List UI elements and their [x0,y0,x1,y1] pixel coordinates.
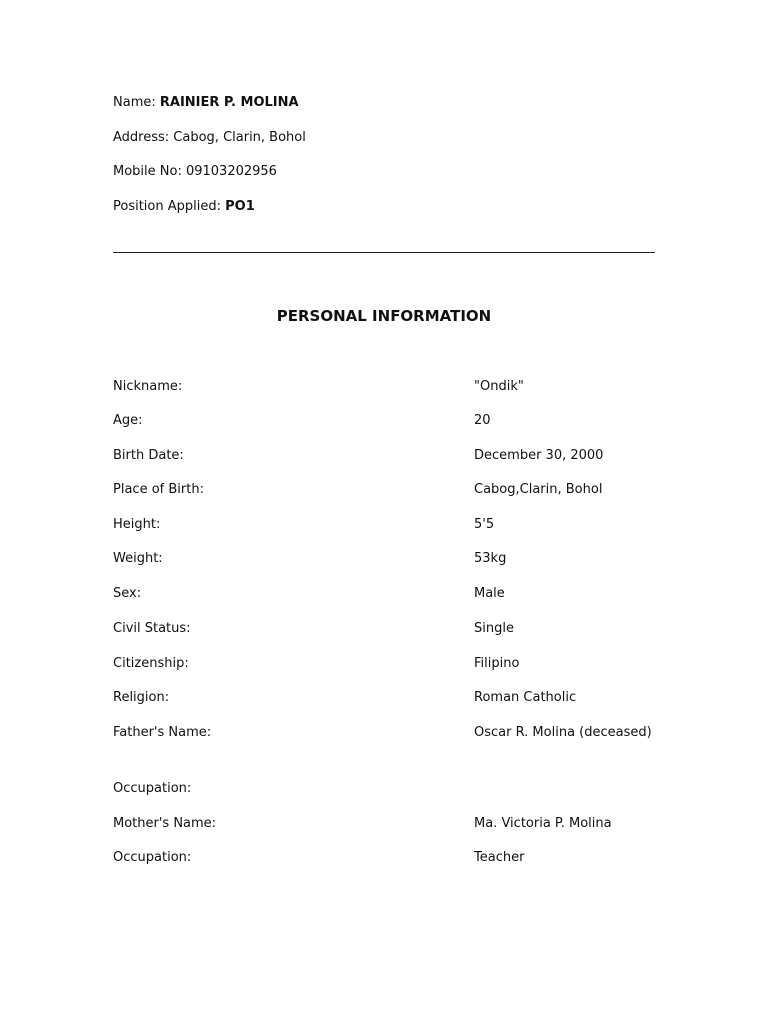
address-value: Cabog, Clarin, Bohol [173,130,306,145]
place-of-birth-label: Place of Birth: [113,482,204,497]
address-label: Address: [113,130,174,145]
religion-value: Roman Catholic [474,690,577,705]
weight-label: Weight: [113,551,163,566]
name-line [113,95,299,111]
nickname-label: Nickname: [113,379,183,394]
position-line [113,199,255,215]
mother-occupation-value: Teacher [474,850,525,865]
weight-value: 53kg [474,551,507,566]
religion-label: Religion: [113,690,170,705]
age-label: Age: [113,413,143,428]
civil-status-label: Civil Status: [113,621,191,636]
mobile-value: 09103202956 [185,164,277,179]
sex-label: Sex: [113,586,142,601]
horizontal-divider [113,252,655,253]
height-label: Height: [113,517,161,532]
citizenship-value: Filipino [474,656,520,671]
fathers-name-label: Father's Name: [113,725,212,740]
father-occupation-label: Occupation: [113,781,192,796]
nickname-value: "Ondik" [474,379,524,394]
age-value: 20 [474,413,491,428]
name-value: RAINIER P. MOLINA [159,95,299,110]
section-title: PERSONAL INFORMATION [276,307,492,325]
civil-status-value: Single [474,621,514,636]
citizenship-label: Citizenship: [113,656,189,671]
position-value: PO1 [225,199,255,214]
name-label: Name: [113,95,160,110]
mobile-line [113,164,277,180]
position-label: Position Applied: [113,199,226,214]
mothers-name-value: Ma. Victoria P. Molina [474,816,612,831]
birth-date-label: Birth Date: [113,448,184,463]
place-of-birth-value: Cabog,Clarin, Bohol [474,482,603,497]
sex-value: Male [474,586,505,601]
mothers-name-label: Mother's Name: [113,816,217,831]
mobile-label: Mobile No: [113,164,186,179]
address-line [113,130,306,146]
fathers-name-value: Oscar R. Molina (deceased) [474,725,652,740]
mother-occupation-label: Occupation: [113,850,192,865]
height-value: 5'5 [474,517,495,532]
birth-date-value: December 30, 2000 [474,448,604,463]
